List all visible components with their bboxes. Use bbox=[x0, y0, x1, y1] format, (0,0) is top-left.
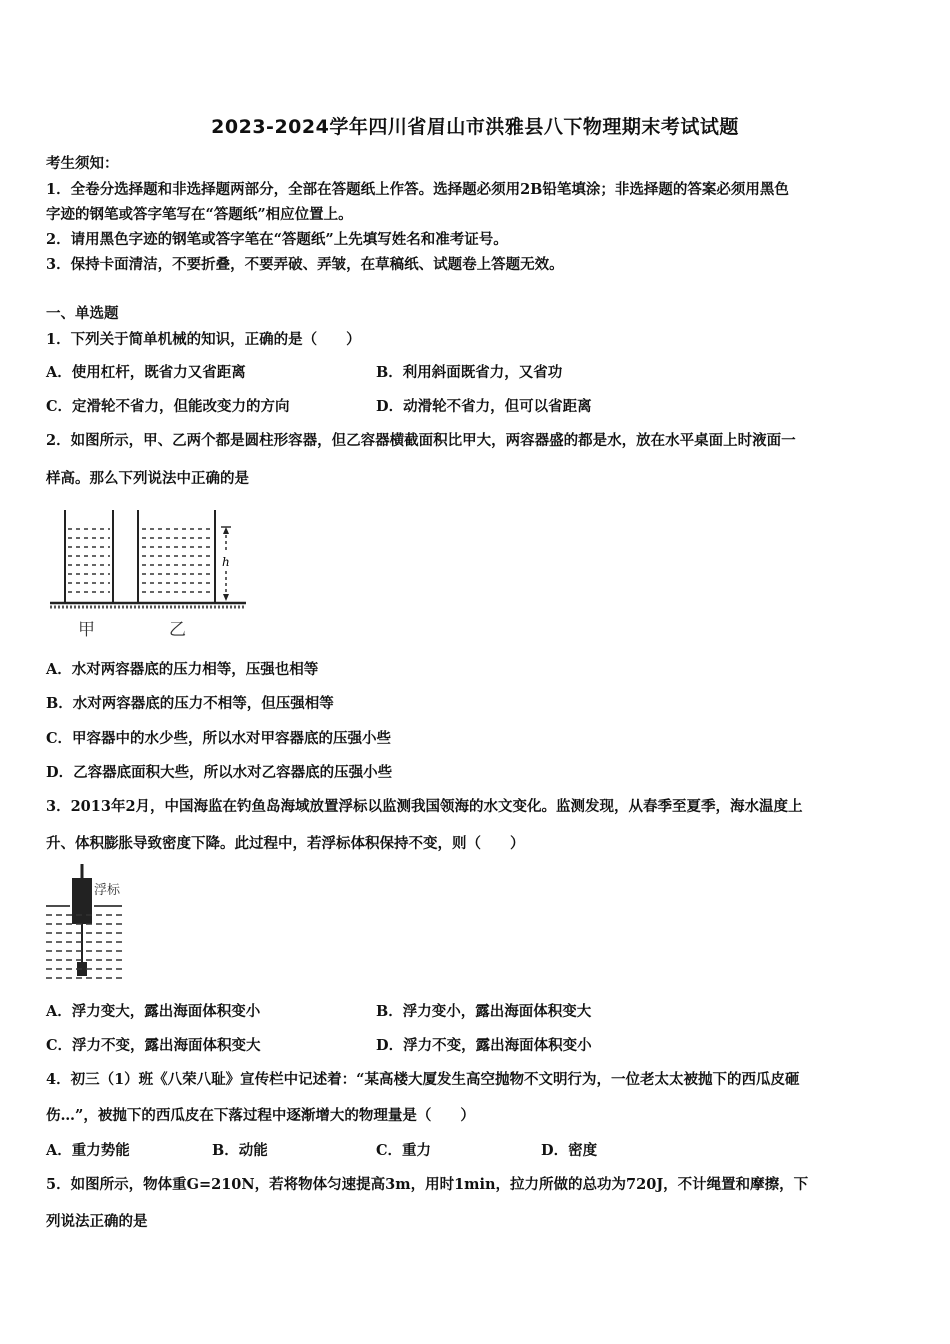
q4-option-c: C．重力 bbox=[376, 1142, 432, 1159]
q2-option-b: B．水对两容器底的压力不相等，但压强相等 bbox=[46, 695, 334, 712]
q2-option-d: D．乙容器底面积大些，所以水对乙容器底的压强小些 bbox=[46, 764, 393, 781]
table-surface bbox=[50, 603, 246, 607]
notice-item-2: 2．请用黑色字迹的钢笔或答字笔在“答题纸”上先填写姓名和准考证号。 bbox=[46, 231, 508, 248]
q4-stem-line-2: 伤…”，被抛下的西瓜皮在下落过程中逐渐增大的物理量是（ ） bbox=[46, 1107, 475, 1124]
q3-option-a: A．浮力变大，露出海面体积变小 bbox=[46, 1003, 261, 1020]
q5-stem-line-2: 列说法正确的是 bbox=[46, 1213, 148, 1230]
q4-option-a: A．重力势能 bbox=[46, 1142, 130, 1159]
notice-item-3: 3．保持卡面清洁，不要折叠，不要弄破、弄皱，在草稿纸、试题卷上答题无效。 bbox=[46, 256, 564, 273]
notice-item-1-line-2: 字迹的钢笔或答字笔写在“答题纸”相应位置上。 bbox=[46, 206, 353, 223]
buoy-body bbox=[72, 878, 92, 924]
page-title: 2023-2024学年四川省眉山市洪雅县八下物理期末考试试题 bbox=[211, 116, 739, 138]
q2-stem-line-2: 样高。那么下列说法中正确的是 bbox=[46, 470, 249, 487]
q1-option-b: B．利用斜面既省力，又省功 bbox=[376, 364, 563, 381]
q4-stem-line-1: 4．初三（1）班《八荣八耻》宣传栏中记述着：“某高楼大厦发生高空抛物不文明行为，一位老太太被抛下的西瓜皮砸 bbox=[46, 1071, 800, 1088]
q1-option-d: D．动滑轮不省力，但可以省距离 bbox=[376, 398, 592, 415]
q1-option-c: C．定滑轮不省力，但能改变力的方向 bbox=[46, 398, 290, 415]
q4-option-d: D．密度 bbox=[541, 1142, 598, 1159]
notice-item-1-line-1: 1．全卷分选择题和非选择题两部分，全部在答题纸上作答。选择题必须用2B铅笔填涂；非选择题的答案必须用黑色 bbox=[46, 181, 789, 198]
q3-stem-line-1: 3．2013年2月，中国海监在钓鱼岛海域放置浮标以监测我国领海的水文变化。监测发现，从春季至夏季，海水温度上 bbox=[46, 798, 803, 815]
q3-option-c: C．浮力不变，露出海面体积变大 bbox=[46, 1037, 261, 1054]
q4-option-b: B．动能 bbox=[212, 1142, 268, 1159]
buoy-label: 浮标 bbox=[94, 883, 121, 898]
label-yi: 乙 bbox=[169, 620, 186, 640]
q3-option-b: B．浮力变小，露出海面体积变大 bbox=[376, 1003, 592, 1020]
section-heading-single-choice: 一、单选题 bbox=[46, 305, 119, 322]
container-jia bbox=[65, 510, 113, 602]
container-yi bbox=[138, 510, 215, 602]
q3-buoy-figure bbox=[44, 862, 184, 984]
q3-stem-line-2: 升、体积膨胀导致密度下降。此过程中，若浮标体积保持不变，则（ ） bbox=[46, 835, 525, 852]
q2-stem-line-1: 2．如图所示，甲、乙两个都是圆柱形容器，但乙容器横截面积比甲大，两容器盛的都是水，放在水平桌面上时液面一 bbox=[46, 432, 796, 449]
q2-option-a: A．水对两容器底的压力相等，压强也相等 bbox=[46, 661, 319, 678]
label-jia: 甲 bbox=[78, 620, 95, 640]
height-label: h bbox=[222, 555, 230, 569]
q3-option-d: D．浮力不变，露出海面体积变小 bbox=[376, 1037, 592, 1054]
q2-containers-figure bbox=[48, 505, 248, 640]
q1-stem: 1．下列关于简单机械的知识，正确的是（ ） bbox=[46, 331, 361, 348]
q5-stem-line-1: 5．如图所示，物体重G=210N，若将物体匀速提高3m，用时1min，拉力所做的总功为720J，不计绳置和摩擦，下 bbox=[46, 1176, 809, 1193]
q2-option-c: C．甲容器中的水少些，所以水对甲容器底的压强小些 bbox=[46, 730, 392, 747]
notice-heading: 考生须知： bbox=[46, 155, 119, 172]
q1-option-a: A．使用杠杆，既省力又省距离 bbox=[46, 364, 246, 381]
